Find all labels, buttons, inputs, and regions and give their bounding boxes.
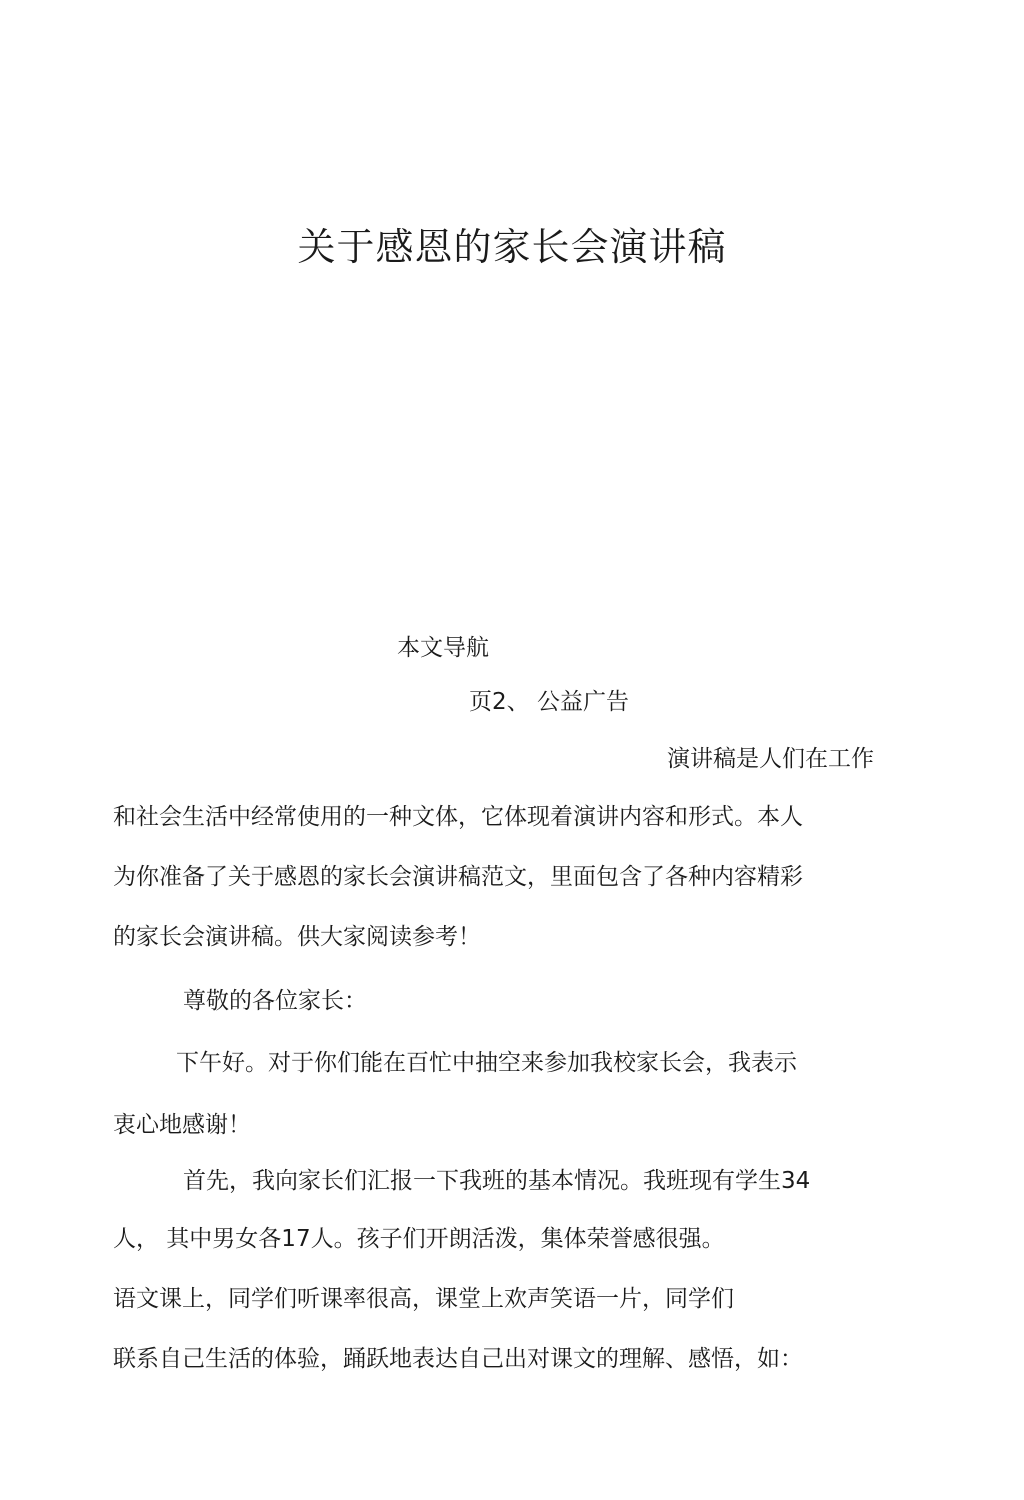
body-line: 衷心地感谢！ (113, 1112, 251, 1138)
body-line: 下午好。对于你们能在百忙中抽空来参加我校家长会，我表示 (176, 1050, 797, 1076)
body-line: 演讲稿是人们在工作 (667, 746, 874, 772)
body-line: 为你准备了关于感恩的家长会演讲稿范文，里面包含了各种内容精彩 (113, 864, 803, 890)
navigation-item[interactable]: 页2、 公益广告 (469, 689, 629, 715)
body-line: 人， 其中男女各17人。孩子们开朗活泼，集体荣誉感很强。 (113, 1226, 725, 1252)
body-line: 和社会生活中经常使用的一种文体，它体现着演讲内容和形式。本人 (113, 804, 803, 830)
body-line: 语文课上，同学们听课率很高，课堂上欢声笑语一片，同学们 (113, 1286, 734, 1312)
navigation-label: 本文导航 (397, 635, 489, 661)
salutation: 尊敬的各位家长： (183, 988, 367, 1014)
body-line: 的家长会演讲稿。供大家阅读参考！ (113, 924, 481, 950)
document-title: 关于感恩的家长会演讲稿 (297, 225, 727, 269)
body-line: 联系自己生活的体验，踊跃地表达自己出对课文的理解、感悟，如： (113, 1346, 803, 1372)
body-line: 首先，我向家长们汇报一下我班的基本情况。我班现有学生34 (183, 1168, 811, 1194)
